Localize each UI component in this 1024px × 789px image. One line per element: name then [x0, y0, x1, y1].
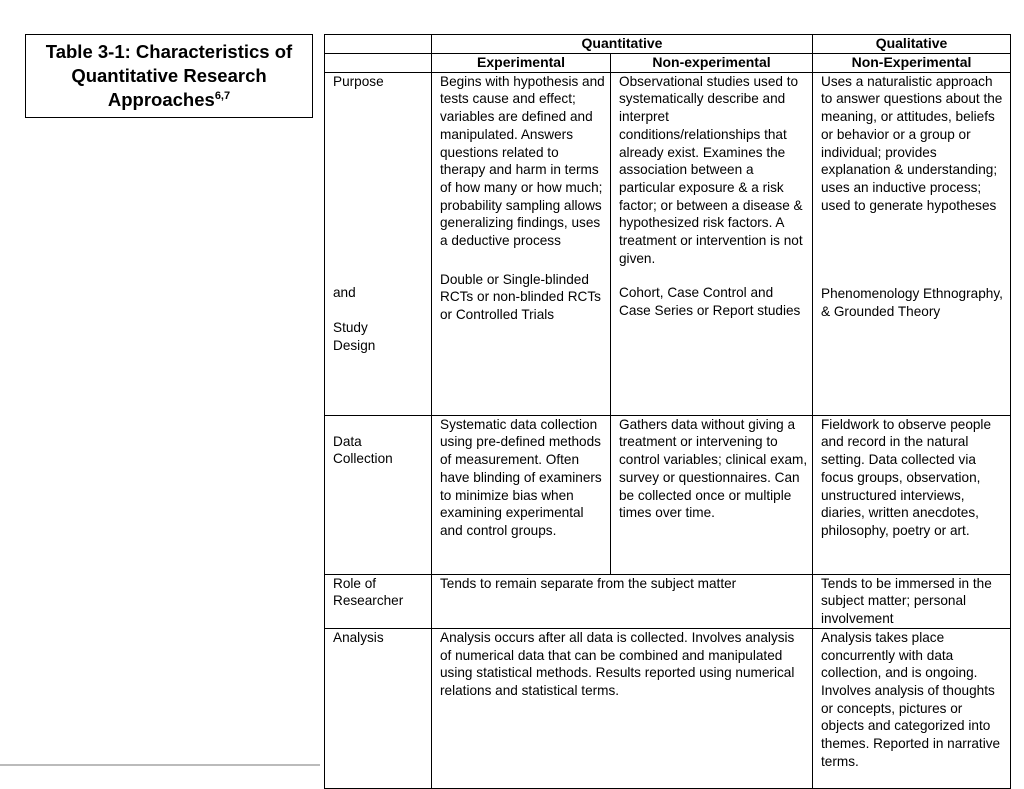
characteristics-table	[324, 34, 1011, 789]
cell-role-quantitative: Tends to remain separate from the subject matter	[432, 574, 813, 628]
text-purpose-qualitative: Uses a naturalistic approach to answer questions about the meaning, or attitudes, beliefs or behavior or a group or individual; provides explanation & understanding; uses an inductive process; used to generate hypotheses	[821, 73, 1003, 213]
cell-analysis-quantitative: Analysis occurs after all data is collected. Involves analysis of numerical data that can be combined and manipulated using statistical methods. Results reported using numerical relations and statistical terms.	[432, 628, 813, 788]
row-label-purpose	[325, 72, 432, 415]
table-title	[25, 34, 313, 118]
cell-purpose-qualitative	[813, 72, 1011, 415]
bottom-rule	[0, 764, 320, 766]
text-design-non-experimental: Cohort, Case Control and Case Series or Report studies	[619, 285, 801, 319]
header-row-sub	[325, 54, 1011, 73]
row-label-role: Role of Researcher	[325, 574, 432, 628]
cell-purpose-experimental	[432, 72, 611, 415]
header-row-top	[325, 35, 1011, 54]
table-row-data-collection	[325, 415, 1011, 574]
table-row-purpose	[325, 72, 1011, 415]
cell-data-collection-experimental: Systematic data collection using pre-defined methods of measurement. Often have blinding of examiners to minimize bias when examining experimental and control groups.	[432, 415, 611, 574]
cell-data-collection-non-experimental: Gathers data without giving a treatment or intervening to control variables; clinical exam, survey or questionnaires. Can be collected once or multiple times over time.	[611, 415, 813, 574]
header-qualitative: Qualitative	[813, 35, 1011, 54]
header-experimental: Experimental	[432, 54, 611, 73]
table-title-text: Table 3-1: Characteristics of Quantitative Research Approaches	[45, 41, 293, 110]
header-blank-2	[325, 54, 432, 73]
text-design-qualitative: Phenomenology Ethnography, & Grounded Theory	[821, 286, 1003, 320]
cell-data-collection-qualitative: Fieldwork to observe people and record in the natural setting. Data collected via focus groups, observation, unstructured interviews, diaries, written anecdotes, philosophy, poetry or art.	[813, 415, 1011, 574]
text-purpose-experimental: Begins with hypothesis and tests cause and effect; variables are defined and manipulated. Answers questions related to therapy and harm in terms of how many or how much; probability sampling allows generalizing findings, uses a deductive process	[440, 73, 605, 249]
text-design-experimental: Double or Single-blinded RCTs or non-blinded RCTs or Controlled Trials	[440, 271, 601, 323]
cell-purpose-non-experimental	[611, 72, 813, 415]
text-purpose-non-experimental: Observational studies used to systematically describe and interpret conditions/relationships that already exist. Examines the association between a particular exposure & a risk factor; or between a disease & hypothesized risk factors. A treatment or intervention is not given.	[619, 73, 803, 266]
label-study-design: Study Design	[333, 320, 376, 353]
label-purpose: Purpose	[333, 73, 384, 89]
title-superscript: 6,7	[214, 89, 231, 102]
header-non-experimental-quant: Non-experimental	[611, 54, 813, 73]
row-label-analysis: Analysis	[325, 628, 432, 788]
label-and: and	[333, 285, 356, 301]
table-row-analysis	[325, 628, 1011, 788]
header-quantitative: Quantitative	[432, 35, 813, 54]
header-blank	[325, 35, 432, 54]
header-non-experimental-qual: Non-Experimental	[813, 54, 1011, 73]
cell-analysis-qualitative: Analysis takes place concurrently with data collection, and is ongoing. Involves analysis of thoughts or concepts, pictures or objects and categorized into themes. Reported in narrative terms.	[813, 628, 1011, 788]
cell-role-qualitative: Tends to be immersed in the subject matter; personal involvement	[813, 574, 1011, 628]
table-row-role	[325, 574, 1011, 628]
row-label-data-collection: Data Collection	[325, 415, 432, 574]
